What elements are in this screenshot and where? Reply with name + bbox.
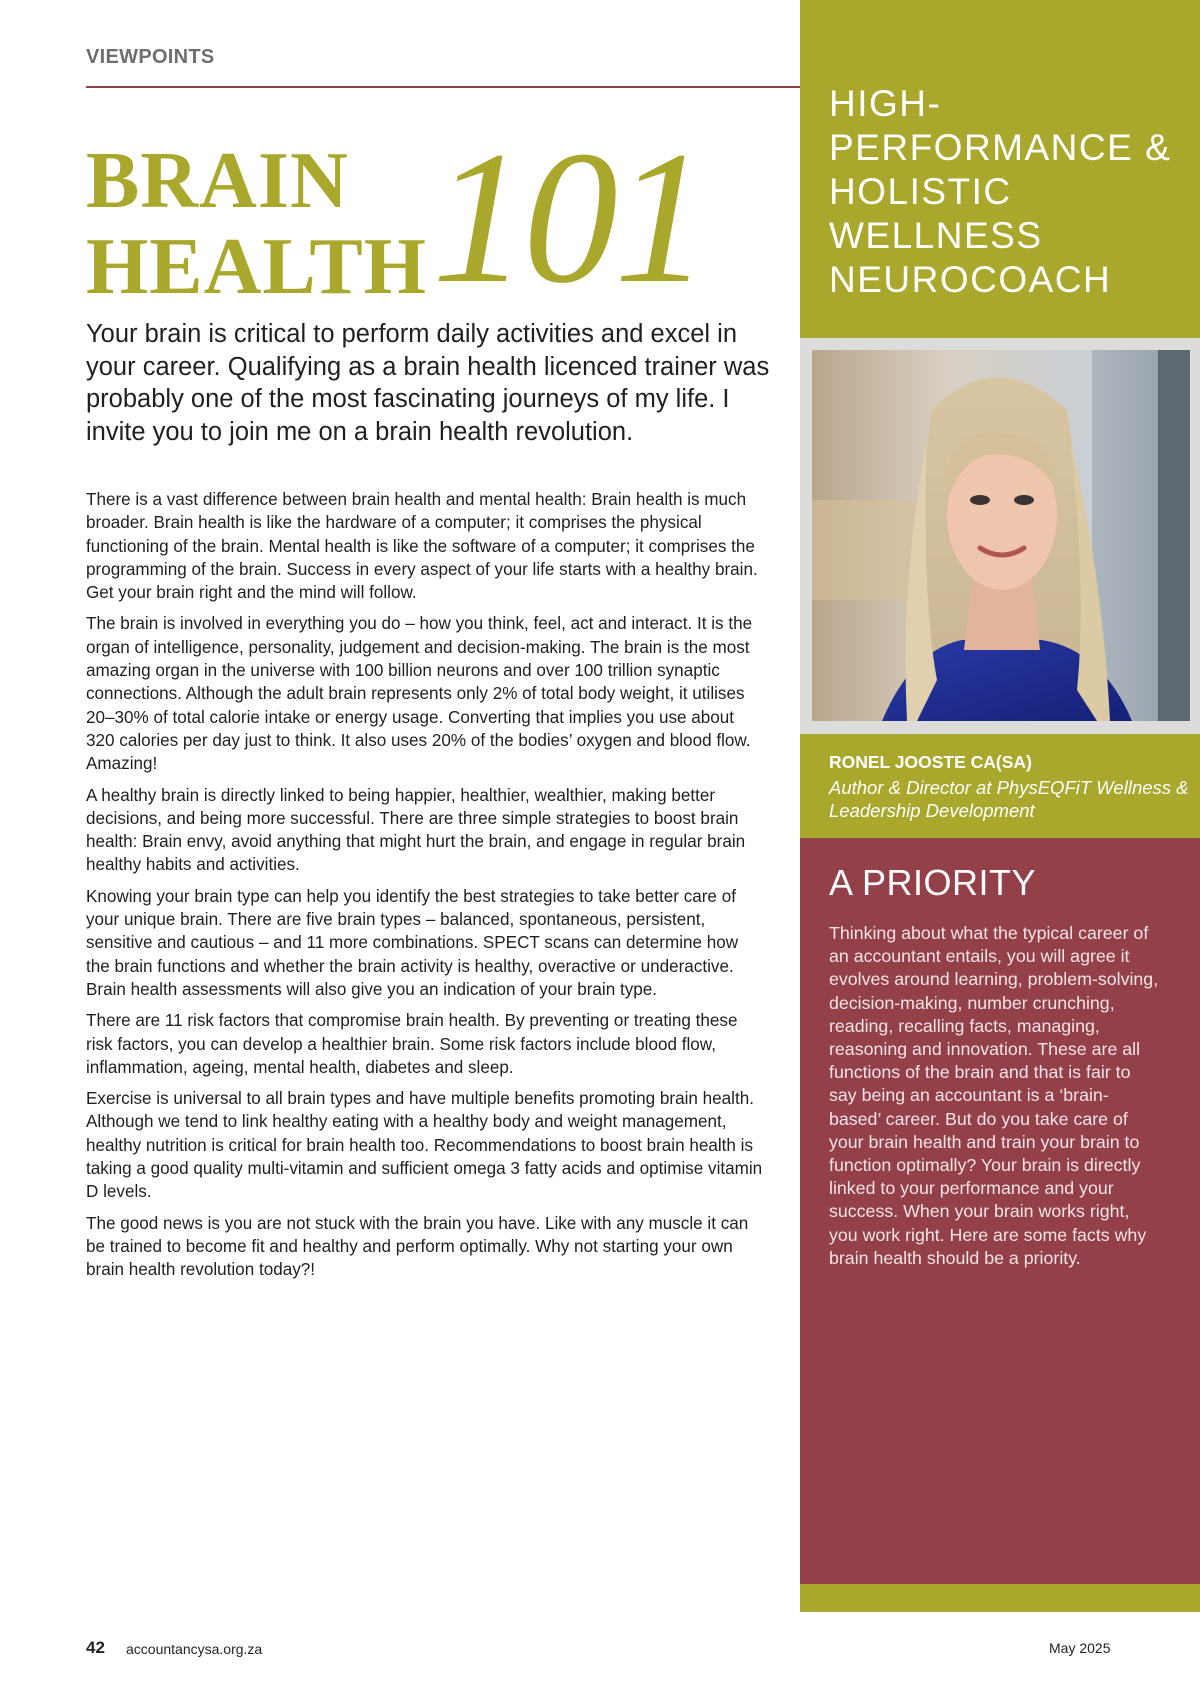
- body-paragraph: There is a vast difference between brain health and mental health: Brain health is much broader. Brain health is like the hardware of a computer; it comprises the physical functioning of the brain. Mental health is like the software of a computer; it comprises the programming of the brain. Success in every aspect of your life starts with a healthy brain. Get your brain right and the mind will follow.: [86, 490, 758, 603]
- body-paragraph: A healthy brain is directly linked to being happier, healthier, wealthier, making better decisions, and being more successful. There are three simple strategies to boost brain health: Brain envy, avoid anything that might hurt the brain, and engage in regular brain healthy habits and activities.: [86, 785, 746, 875]
- priority-box: [800, 838, 1200, 1584]
- title-number: 101: [432, 113, 705, 323]
- issue-date: May 2025: [1049, 1640, 1111, 1656]
- author-name: RONEL JOOSTE CA(SA): [829, 752, 1032, 772]
- body-paragraph: Exercise is universal to all brain types and have multiple benefits promoting brain health. Although we tend to link healthy eating with a healthy body and weight management, healthy nutrition is critical for brain health too. Recommendations to boost brain health is taking a good quality multi-vitamin and sufficient omega 3 fatty acids and optimise vitamin D levels.: [86, 1089, 763, 1202]
- sidebar-header: [800, 0, 1200, 338]
- title-line-1: BRAIN: [86, 137, 349, 225]
- standfirst: Your brain is critical to perform daily activities and excel in your career. Qualifying as a brain health licenced trainer was probably one of the most fascinating journeys of my life. I invite you to join me on a brain health revolution.: [86, 320, 770, 446]
- sidebar: [800, 0, 1200, 1612]
- priority-body: Thinking about what the typical career of an accountant entails, you will agree it evolves around learning, problem-solving, decision-making, number crunching, reading, recalling facts, managing, reasoning and innovation. These are all functions of the brain and that is fair to say being an accountant is a ‘brain-based’ career. But do you take care of your brain health and train your brain to function optimally? Your brain is directly linked to your performance and your success. When your brain works right, you work right. Here are some facts why brain health should be a priority.: [829, 923, 1159, 1268]
- body-paragraph: There are 11 risk factors that compromise brain health. By preventing or treating these risk factors, you can develop a healthier brain. Some risk factors include blood flow, inflammation, ageing, mental health, diabetes and sleep.: [86, 1011, 738, 1077]
- priority-heading: A PRIORITY: [829, 862, 1037, 903]
- author-portrait: [812, 350, 1190, 721]
- website-link[interactable]: accountancysa.org.za: [126, 1641, 263, 1657]
- article-title: [86, 138, 427, 310]
- section-label: VIEWPOINTS: [86, 46, 215, 68]
- body-paragraph: The brain is involved in everything you do – how you think, feel, act and interact. It is the organ of intelligence, personality, judgement and decision-making. The brain is the most amazing organ in the universe with 100 billion neurons and over 100 trillion synaptic connections. Although the adult brain represents only 2% of total body weight, it utilises 20–30% of total calorie intake or energy usage. Converting that implies you use about 320 calories per day just to think. It also uses 20% of the bodies’ oxygen and blood flow. Amazing!: [86, 614, 753, 774]
- author-photo-frame: [800, 338, 1200, 734]
- body-paragraph: Knowing your brain type can help you identify the best strategies to take better care of your unique brain. There are five brain types – balanced, spontaneous, persistent, sensitive and cautious – and 11 more combinations. SPECT scans can determine how the brain functions and whether the brain activity is healthy, overactive or underactive. Brain health assessments will also give you an indication of your brain type.: [86, 886, 739, 999]
- author-role: Author & Director at PhysEQFiT Wellness & Leadership Development: [829, 777, 1189, 821]
- article-body: [86, 488, 766, 1290]
- sidebar-footer-bar: [800, 1584, 1200, 1612]
- top-rule: [86, 86, 800, 88]
- sidebar-headline: HIGH-PERFORMANCE & HOLISTIC WELLNESS NEUROCOACH: [829, 83, 1172, 300]
- page-number: 42: [86, 1638, 105, 1657]
- author-caption: [800, 734, 1200, 838]
- body-paragraph: The good news is you are not stuck with the brain you have. Like with any muscle it can be trained to become fit and healthy and perform optimally. Why not starting your own brain health revolution today?!: [86, 1213, 749, 1280]
- title-line-2: HEALTH: [86, 223, 427, 311]
